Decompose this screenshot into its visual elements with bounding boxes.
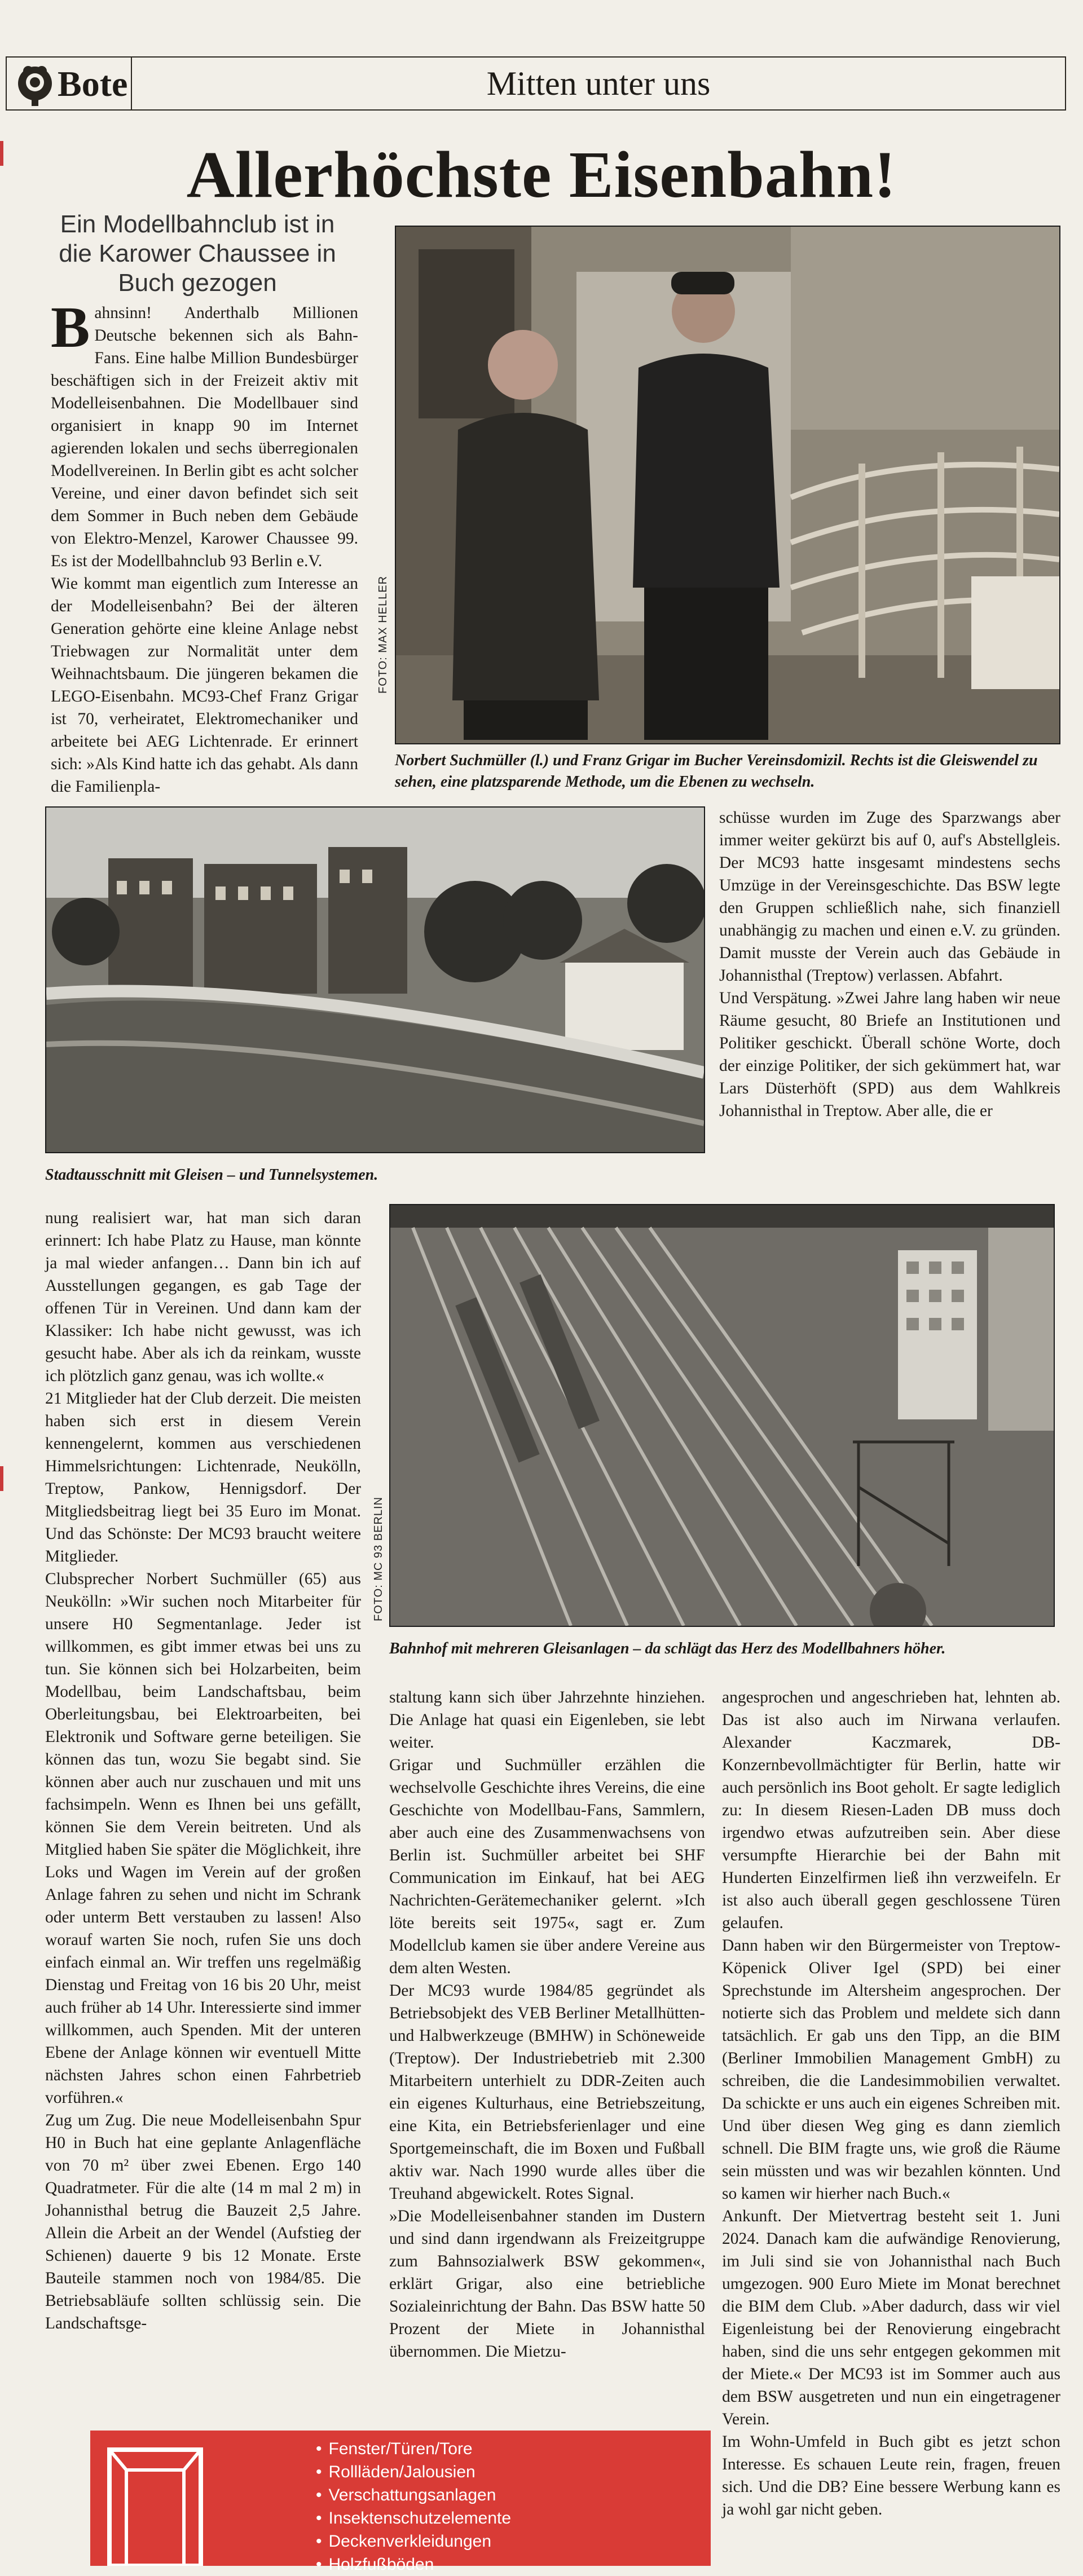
paragraph: Der MC93 wurde 1984/85 gegründet als Betriebsobjekt des VEB Berliner Metallhütten- und Halbwerkzeuge (BMHW) in Schöneweide (Treptow). Der Industriebetrieb mit 2.300 Mitarbeitern unterhielt zu DDR-Zeiten auch ein eigenes Kulturhaus, eine Betriebszeitung, eine Kita, ein Betriebsferienlager und eine Sportgemeinschaft, die im Boxen und Fußball aktiv war. Nach 1990 wurde alles über die Treuhand abgewickelt. Rotes Signal. xyxy=(389,1982,705,2203)
paragraph: staltung kann sich über Jahrzehnte hinziehen. Die Anlage hat quasi ein Eigenleben, sie lebt weiter. xyxy=(389,1688,705,1752)
advertisement xyxy=(90,2431,711,2574)
ad-service-item: • Verschattungsanlagen xyxy=(316,2484,511,2507)
paragraph: angesprochen und angeschrieben hat, lehnten ab. Das ist also auch im Nirwana verlaufen. Alexander Kaczmarek, DB-Konzernbevollmächtigter für Berlin, hatte wir auch persönlich ins Boot geholt. Er sagte lediglich zu: In diesem Riesen-Laden DB muss doch irgendwo etwas aufzutreiben sein. Aber diese versumpfte Hierarchie bei der Bahn mit Hunderten Einzelfirmen ließ ihn verzweifeln. Er ist also auch überall gegen geschlossene Türen gelaufen. xyxy=(722,1688,1060,1932)
paragraph: Clubsprecher Norbert Suchmüller (65) aus Neukölln: »Wir suchen noch Mitarbeiter für unsere H0 Segmentanlage. Jeder ist willkommen, es gibt immer etwas bei uns zu tun. Sie können sich bei Holzarbeiten, beim Modellbau, beim Landschaftsbau, beim Oberleitungsbau, bei Elektroarbeiten, bei Elektronik und Software gerne beteiligen. Sie können das tun, wozu Sie begabt sind. Sie können aber auch nur zuschauen und mit uns fachsimpeln. Wenn es Ihnen bei uns gefällt, können Sie dem Verein beitreten. Und als Mitglied haben Sie später die Möglichkeit, ihre Loks und Wagen im Verein auf der großen Anlage fahren zu sehen und nicht im Schrank oder unterm Bett verstauben zu lassen! Also worauf warten Sie noch, rufen Sie uns doch einfach einmal an. Wir treffen uns regelmäßig Dienstag und Freitag von 16 bis 20 Uhr, meist auch früher ab 14 Uhr. Interessierte sind immer willkommen, auch Spenden. Mit der unteren Ebene der Anlage können wir eventuell Mitte nächsten Jahres schon einen Fahrbetrieb vorführen.« xyxy=(45,1570,361,2107)
photo-club-members xyxy=(395,226,1060,744)
photo-caption: Norbert Suchmüller (l.) und Franz Grigar im Bucher Vereinsdomizil. Rechts ist die Gleiswendel zu sehen, eine platzsparende Methode, um die Ebenen zu wechseln. xyxy=(395,752,1038,791)
photo-station-image xyxy=(390,1205,1054,1626)
masthead xyxy=(6,56,1066,111)
article-subtitle: Ein Modellbahnclub ist in die Karower Chaussee in Buch gezogen xyxy=(59,210,336,297)
paragraph: Wie kommt man eigentlich zum Interesse an der Modelleisenbahn? Bei der älteren Generation gehörte eine kleine Anlage nebst Triebwagen zur Normalität unter dem Weihnachtsbaum. Die jüngeren bekamen die LEGO-Eisenbahn. MC93-Chef Franz Grigar ist 70, verheiratet, Elektromechaniker und arbeitete bei AEG Lichtenrade. Er erinnert sich: »Als Kind hatte ich das gehabt. Als dann die Familienpla- xyxy=(51,575,358,796)
paragraph: Dann haben wir den Bürgermeister von Treptow-Köpenick Oliver Igel (SPD) bei einer Sprechstunde im Altersheim angesprochen. Der notierte sich das Problem und meldete sich dann tatsächlich. Er gab uns den Tipp, an die BIM (Berliner Immobilien Management GmbH) zu schreiben, die die Landesimmobilien verwaltet. Da schickte er uns auch ein eigenes Schreiben mit. Und über diesen Weg ging es dann ziemlich schnell. Die BIM fragte uns, wie groß die Räume sein müssten und was wir bezahlen könnten. Und so kamen wir hierher nach Buch.« xyxy=(722,1937,1060,2203)
paragraph: nung realisiert war, hat man sich daran erinnert: Ich habe Platz zu Hause, man könnte ja mal wieder anfangen… Dann bin ich auf Ausstellungen gegangen, es gab Tage der offenen Tür in Vereinen. Und dann kam der Klassiker: Ich habe nicht gewusst, was ich gesucht habe. Aber als ich da reinkam, wusste ich plötzlich ganz genau, was ich wollte.« xyxy=(45,1209,361,1385)
text-block-col1-top xyxy=(51,295,358,798)
ad-service-item: • Fenster/Türen/Tore xyxy=(316,2437,511,2460)
photo-city-section-image xyxy=(46,808,704,1152)
paragraph: Im Wohn-Umfeld in Buch gibt es jetzt schon Interesse. Es schauen Leute rein, fragen, freuen sich. Und die DB? Eine bessere Werbung kann es ja wohl gar nicht geben. xyxy=(722,2433,1060,2518)
photo-caption: Stadtausschnitt mit Gleisen – und Tunnelsystemen. xyxy=(45,1166,378,1184)
margin-mark xyxy=(0,141,3,166)
paragraph: Ankunft. Der Mietvertrag besteht seit 1. Juni 2024. Danach kam die aufwändige Renovierung, im Juli sind sie von Johannisthal nach Buch umgezogen. 900 Euro Miete im Monat berechnet die BIM dem Club. »Aber dadurch, dass wir viel Eigenleistung bei der Renovierung eingebracht haben, sind die uns sehr entgegen gekommen mit der Miete.« Der MC93 ist im Sommer auch aus dem BSW ausgetreten und nun ein eingetragener Verein. xyxy=(722,2207,1060,2428)
photo-city-section xyxy=(45,806,705,1153)
paragraph: schüsse wurden im Zuge des Sparzwangs aber immer weiter gekürzt bis auf 0, auf's Abstellgleis. Der MC93 hatte insgesamt mindestens sechs Umzüge in der Vereinsgeschichte. Das BSW legte den Gruppen schließlich nahe, sich finanziell unabhängig zu machen und einen e.V. zu gründen. Damit musste der Verein auch das Gebäude in Johannisthal (Treptow) verlassen. Abfahrt. xyxy=(719,809,1060,985)
dropcap: B xyxy=(51,295,90,360)
section-title: Mitten unter uns xyxy=(486,65,711,102)
text-block-col3-bottom xyxy=(722,1686,1060,2521)
bear-logo-icon xyxy=(12,62,58,107)
ad-service-list xyxy=(316,2437,511,2576)
ad-service-item: • Rollläden/Jalousien xyxy=(316,2460,511,2484)
text-block-col2 xyxy=(389,1686,705,2363)
paragraph: Grigar und Suchmüller erzählen die wechselvolle Geschichte ihres Vereins, die eine Geschichte von Modellbau-Fans, Sammlern, aber auch eine des Zusammenwachsens von Berlin ist. Suchmüller arbeitet bei SHF Communication im Einkauf, hat bei AEG Nachrichten-Gerätemechaniker gelernt. »Ich löte bereits seit 1975«, sagt er. Zum Modellclub kamen sie über andere Vereine aus dem alten Westen. xyxy=(389,1756,705,1977)
paragraph: 21 Mitglieder hat der Club derzeit. Die meisten haben sich erst in diesem Verein kennengelernt, kommen aus verschiedenen Himmelsrichtungen: Lichtenrade, Neukölln, Treptow, Pankow, Hennigsdorf. Der Mitgliedsbeitrag liegt bei 35 Euro im Monat. Und das Schönste: Der MC93 braucht weitere Mitglieder. xyxy=(45,1390,361,1565)
photo-club-members-image xyxy=(396,227,1059,743)
margin-mark xyxy=(0,1466,3,1491)
photo-credit: FOTO: MAX HELLER xyxy=(377,575,389,694)
paragraph: Und Verspätung. »Zwei Jahre lang haben wir neue Räume gesucht, 80 Briefe an Institutionen und Politiker geschickt. Überall schöne Worte, doch der einzige Politiker, der sich gekümmert hat, war Lars Düsterhöft (SPD) aus dem Wahlkreis Johannisthal in Treptow. Aber alle, die er xyxy=(719,989,1060,1120)
article-title: Allerhöchste Eisenbahn! xyxy=(186,138,897,211)
text-block-col3-top xyxy=(719,806,1060,1122)
brand-name: Bote xyxy=(58,64,128,104)
paragraph: ahnsinn! Anderthalb Millionen Deutsche bekennen sich als Bahn-Fans. Eine halbe Million Bundesbürger beschäftigen sich in der Freizeit aktiv mit Modelleisenbahnen. Die Modellbauer sind organisiert in knapp 90 im Internet agierenden lokalen und sechs überregionalen Modellvereinen. In Berlin gibt es acht solcher Vereine, und einer davon befindet sich seit dem Sommer in Buch neben dem Gebäude von Elektro-Menzel, Karower Chaussee 99. Es ist der Modellbahnclub 93 Berlin e.V. xyxy=(51,304,358,570)
text-block-col1-bottom xyxy=(45,1207,361,2335)
ad-service-item: • Deckenverkleidungen xyxy=(316,2530,511,2553)
ad-service-item: • Holzfußböden xyxy=(316,2553,511,2576)
paragraph: »Die Modelleisenbahner standen im Dustern und sind dann irgendwann als Freizeitgruppe zum Bahnsozialwerk BSW gekommen«, erklärt Grigar, also eine betriebliche Sozialeinrichtung der Bahn. Das BSW hatte 50 Prozent der Miete in Johannisthal übernommen. Die Mietzu- xyxy=(389,2207,705,2361)
photo-credit: FOTO: MC 93 BERLIN xyxy=(372,1496,385,1621)
door-frame-icon xyxy=(107,2447,203,2566)
ad-service-item: • Insektenschutzelemente xyxy=(316,2507,511,2530)
photo-caption: Bahnhof mit mehreren Gleisanlagen – da schlägt das Herz des Modellbahners höher. xyxy=(389,1640,946,1657)
photo-station xyxy=(389,1204,1055,1627)
paragraph: Zug um Zug. Die neue Modelleisenbahn Spur H0 in Buch hat eine geplante Anlagenfläche von 70 m² über zwei Ebenen. Ergo 140 Quadratmeter. Für die alte (14 m mal 2 m) in Johannisthal betrug die Bauzeit 2,5 Jahre. Allein die Arbeit an der Wendel (Aufstieg der Schienen) dauerte 9 bis 12 Monate. Erste Bauteile stammen noch von 1984/85. Die Betriebsabläufe sollten schlüssig sein. Die Landschaftsge- xyxy=(45,2111,361,2332)
